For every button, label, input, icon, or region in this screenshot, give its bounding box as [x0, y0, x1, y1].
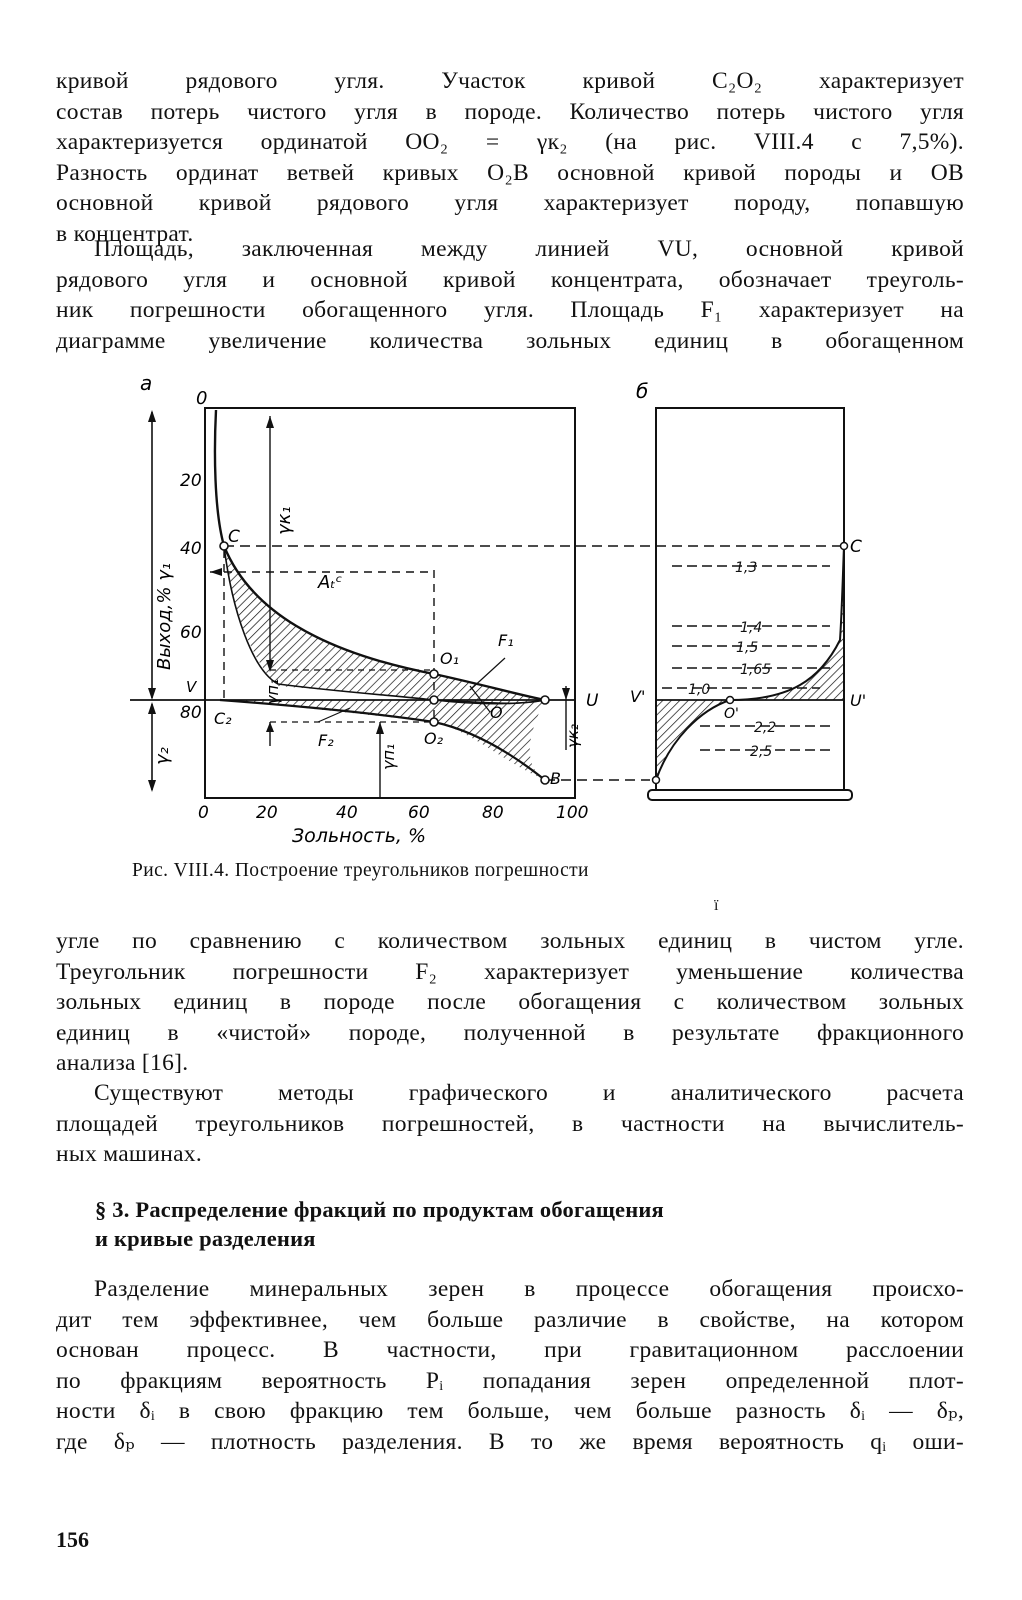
y-axis-label: Выход,% γ₁ — [154, 562, 175, 670]
density-label: 1,65 — [740, 662, 772, 678]
text-line: кривой рядового угля. Участок кривой C₂O₂ характеризует — [56, 68, 964, 94]
text-line: основан процесс. В частности, при гравитационном расслоении — [56, 1337, 964, 1363]
plot-frame-b — [656, 408, 844, 792]
text-line: площадей треугольников погрешностей, в частности на вычислитель- — [56, 1110, 964, 1137]
text-line: Разность ординат ветвей кривых O₂B основной кривой породы и OB — [56, 159, 964, 186]
page-number: 156 — [56, 1527, 89, 1552]
point-c: C — [228, 527, 240, 547]
text-line: где δₚ — плотность разделения. В то же время вероятность qᵢ оши- — [56, 1428, 964, 1455]
y-tick: 20 — [180, 471, 202, 491]
density-label: 1,3 — [735, 560, 758, 576]
text-line: единиц в «чистой» породе, полученной в результате фракционного — [56, 1019, 964, 1046]
density-label: 1,4 — [740, 620, 763, 636]
x-tick: 100 — [556, 803, 589, 823]
point-o: O — [490, 703, 503, 722]
paragraph-3 — [56, 926, 964, 1079]
label-f2: F₂ — [318, 731, 334, 750]
panel-a-label: а — [140, 371, 153, 395]
label-at: Aₜᶜ — [318, 572, 343, 593]
text-line: дит тем эффективнее, чем больше различие в свойстве, на котором — [56, 1306, 964, 1333]
text-line: по фракциям вероятность Pᵢ попадания зерен определенной плот- — [56, 1367, 964, 1394]
text-line: диаграмме увеличение количества зольных единиц в обогащенном — [56, 327, 964, 354]
paragraph-1 — [56, 66, 964, 249]
point-o2: O₂ — [424, 729, 444, 748]
x-tick: 80 — [482, 803, 504, 823]
x-tick: 40 — [336, 803, 358, 823]
text-line: Площадь, заключенная между линией VU, основной кривой — [94, 236, 964, 262]
text-line: угле по сравнению с количеством зольных единиц в чистом угле. — [56, 928, 964, 954]
gamma-m1-label: γп₁ — [263, 678, 282, 705]
paragraph-4 — [56, 1078, 964, 1170]
figure-caption: Рис. VIII.4. Построение треугольников погрешности — [132, 860, 589, 881]
y-tick: 80 — [180, 703, 202, 723]
gamma-k2-label: γк₂ — [564, 724, 582, 748]
paragraph-2 — [56, 234, 964, 356]
heading-line: и кривые разделения — [95, 1226, 316, 1251]
x-axis-label: Зольность, % — [292, 825, 427, 847]
y-axis-top-label: 0 — [196, 388, 208, 409]
text-line: анализа [16]. — [56, 1050, 189, 1076]
stray-mark: ї — [714, 897, 719, 914]
text-line: ник погрешности обогащенного угля. Площадь F₁ характеризует на — [56, 297, 964, 323]
text-line: характеризуется ординатой OO₂ = γк₂ (на рис. VIII.4 с 7,5%). — [56, 129, 964, 155]
y-tick: 60 — [180, 623, 202, 643]
density-label: 1,5 — [736, 640, 759, 656]
density-label: 1,0 — [688, 682, 711, 698]
gamma-n1-label: γп₁ — [379, 743, 398, 770]
text-line: Существуют методы графического и аналитического расчета — [94, 1080, 964, 1106]
text-line: Разделение минеральных зерен в процессе обогащения происхо- — [94, 1276, 964, 1302]
panel-b-label: б — [636, 379, 649, 403]
point-u: U — [586, 691, 599, 711]
label-f1: F₁ — [498, 631, 514, 650]
v-label: V — [186, 678, 197, 696]
text-line: зольных единиц в породе после обогащения с количеством зольных — [56, 989, 964, 1015]
point-o-prime: O' — [724, 706, 739, 722]
point-b: B — [550, 769, 561, 788]
point-c-prime: C — [850, 537, 862, 557]
density-label: 2,5 — [750, 744, 773, 760]
gamma-k1-label: γк₁ — [274, 506, 295, 535]
text-line: Треугольник погрешности F₂ характеризует уменьшение количества — [56, 958, 964, 985]
gamma2-label: γ₂ — [152, 747, 173, 765]
point-o1: O₁ — [440, 649, 460, 668]
y-tick: 40 — [180, 539, 202, 559]
figure-viii-4 — [0, 370, 1022, 850]
paragraph-5 — [56, 1274, 964, 1457]
heading-line: § 3. Распределение фракций по продуктам обогащения — [95, 1197, 664, 1222]
point-c2: C₂ — [214, 709, 232, 728]
x-tick: 20 — [256, 803, 278, 823]
text-line: основной кривой рядового угля характеризует породу, попавшую — [56, 190, 964, 216]
x-tick: 0 — [198, 803, 209, 823]
text-line: ности δᵢ в свою фракцию тем больше, чем больше разность δᵢ — δₚ, — [56, 1398, 964, 1424]
text-line: в концентрат. — [56, 220, 194, 247]
text-line: ных машинах. — [56, 1141, 203, 1167]
section-heading — [95, 1195, 664, 1253]
point-u-prime: U' — [850, 691, 867, 710]
x-tick: 60 — [408, 803, 430, 823]
point-v-prime: V' — [630, 687, 646, 706]
density-label: 2,2 — [754, 720, 777, 736]
text-line: рядового угля и основной кривой концентрата, обозначает треуголь- — [56, 266, 964, 293]
text-line: состав потерь чистого угля в породе. Количество потерь чистого угля — [56, 98, 964, 125]
